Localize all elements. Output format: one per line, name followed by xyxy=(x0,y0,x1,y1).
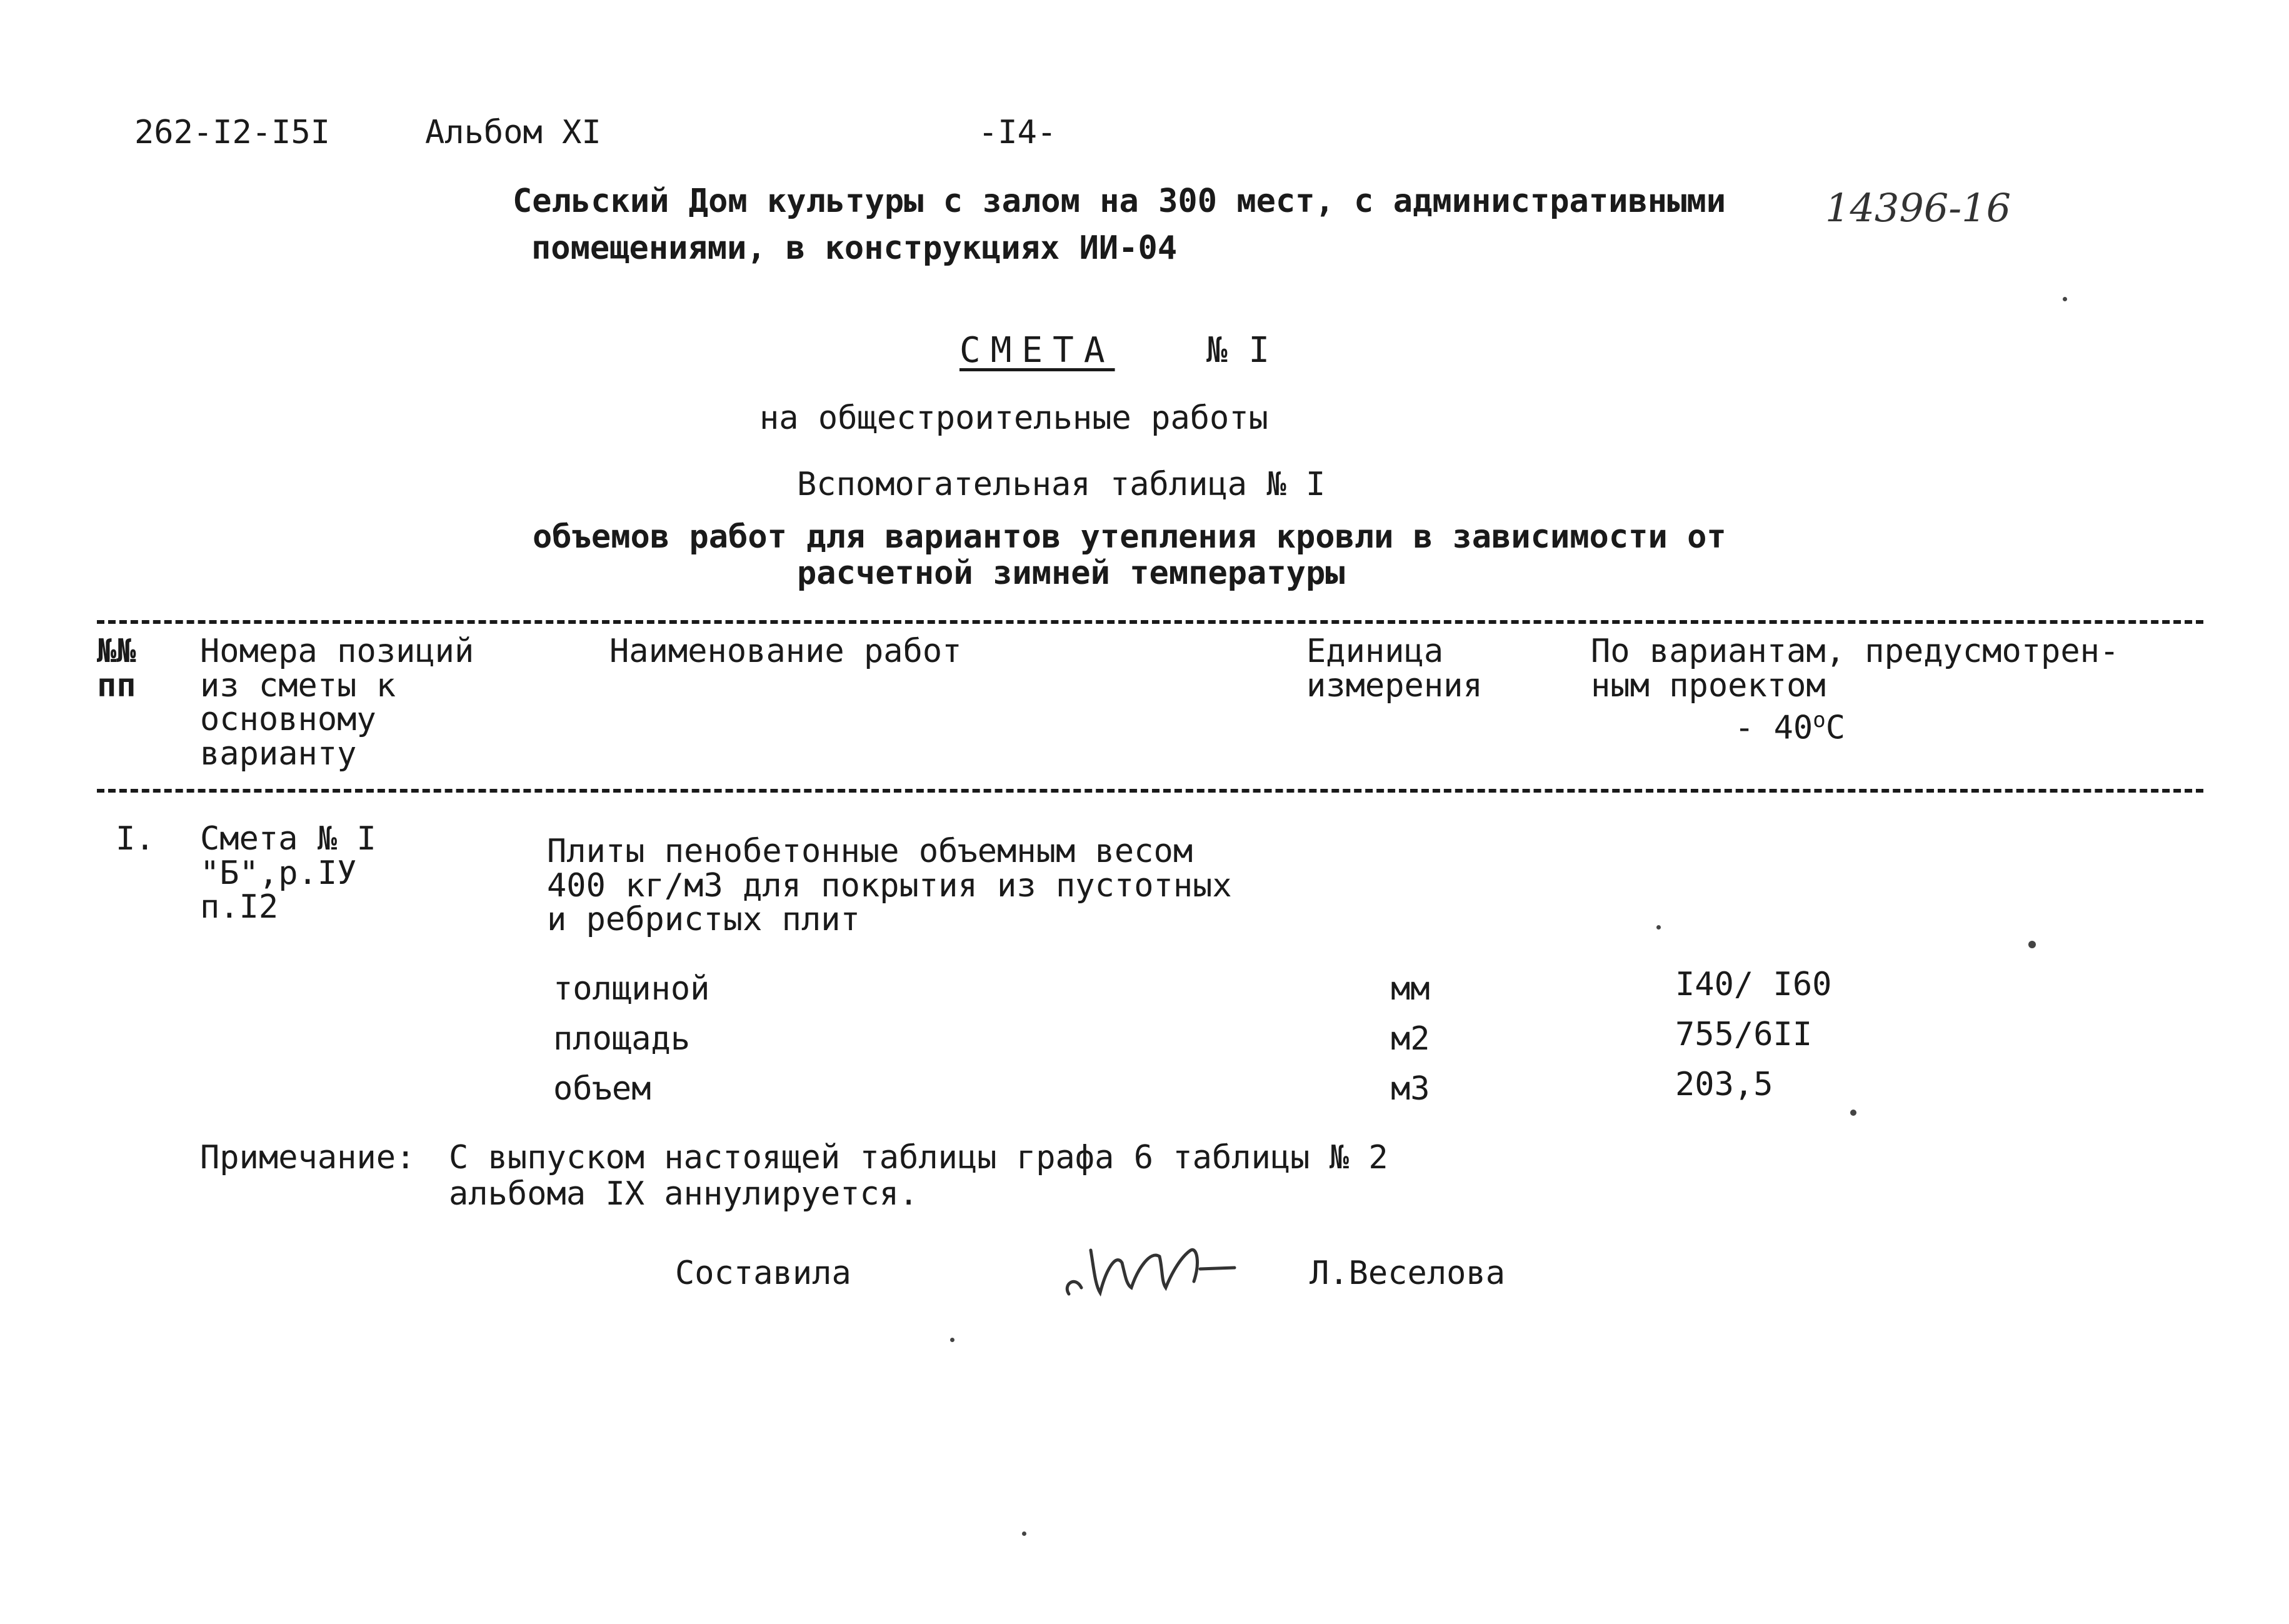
item-unit: мм xyxy=(1391,970,1430,1008)
row-work-name: Плиты пенобетонные объемным весом 400 кг/м3 для покрытия из пустотных и ребристых плит xyxy=(547,833,1232,939)
header-unit: Единица измерения xyxy=(1306,633,1483,704)
signature-label: Составила xyxy=(675,1255,851,1292)
document-subtitle: на общестроительные работы xyxy=(759,399,1268,437)
album-label: Альбом XI xyxy=(425,114,601,151)
item-value: 203,5 xyxy=(1675,1066,1773,1103)
scan-speck xyxy=(1850,1110,1856,1116)
header-work-name: Наименование работ xyxy=(609,633,962,670)
table-desc-line2: расчетной зимней температуры xyxy=(797,554,1345,592)
item-unit: м2 xyxy=(1391,1020,1430,1058)
header-temperature: - 40$^o$C xyxy=(1735,708,1846,747)
item-value: I40/ I60 xyxy=(1675,966,1832,1003)
scan-speck xyxy=(1022,1531,1026,1536)
project-title-line2: помещениями, в конструкциях ИИ-04 xyxy=(531,229,1178,267)
item-unit: м3 xyxy=(1391,1070,1430,1108)
item-value: 755/6II xyxy=(1675,1016,1813,1053)
item-name: площадь xyxy=(553,1020,691,1058)
signature-scribble xyxy=(1056,1225,1244,1306)
header-variants: По вариантам, предусмотрен- ным проектом xyxy=(1591,633,2120,704)
scan-speck xyxy=(950,1338,954,1342)
note-line1: С выпуском настоящей таблицы графа 6 таблицы № 2 xyxy=(449,1139,1388,1176)
scan-speck xyxy=(1656,925,1661,930)
item-name: объем xyxy=(553,1070,651,1108)
header-positions: Номера позиций из сметы к основному варианту xyxy=(200,633,474,773)
document-title-number: № I xyxy=(1206,330,1270,371)
page-number: -I4- xyxy=(978,114,1057,151)
row-number: I. xyxy=(116,820,155,858)
table-header-rule xyxy=(97,789,2203,793)
scan-speck xyxy=(2063,297,2067,301)
document-code: 262-I2-I5I xyxy=(134,114,331,151)
note-label: Примечание: xyxy=(200,1139,416,1176)
handwritten-number: 14396-16 xyxy=(1825,185,2011,231)
document-title-word: СМЕТА xyxy=(959,330,1115,371)
scan-speck xyxy=(2028,941,2036,948)
table-desc-line1: объемов работ для вариантов утепления кровли в зависимости от xyxy=(533,518,1726,556)
header-num: №№ пп xyxy=(97,633,136,704)
item-name: толщиной xyxy=(553,970,710,1008)
note-line2: альбома IX аннулируется. xyxy=(449,1175,919,1213)
project-title-line1: Сельский Дом культуры с залом на 300 мест, с административными xyxy=(513,183,1726,220)
row-position-ref: Смета № I "Б",р.IУ п.I2 xyxy=(200,820,376,926)
table-title: Вспомогательная таблица № I xyxy=(797,466,1326,503)
table-top-rule xyxy=(97,620,2203,624)
signatory-name: Л.Веселова xyxy=(1310,1255,1506,1292)
